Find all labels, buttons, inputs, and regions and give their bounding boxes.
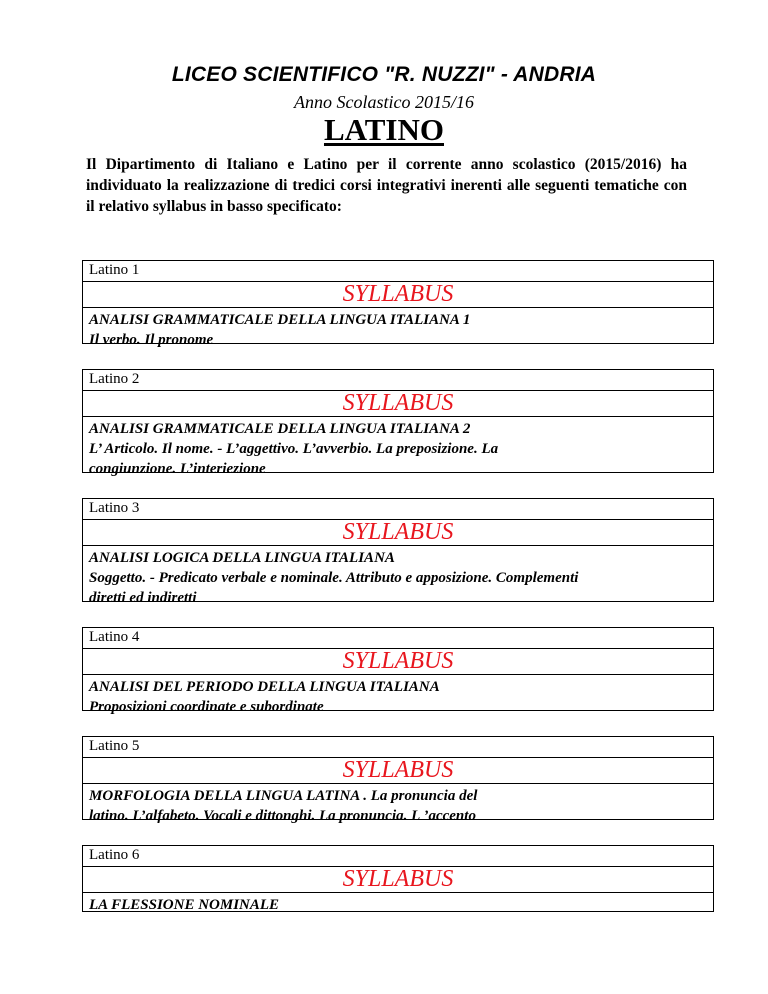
course-name: Latino 5 [83, 737, 713, 758]
course-name: Latino 4 [83, 628, 713, 649]
topic-line: MORFOLOGIA DELLA LINGUA LATINA . La pronuncia del [89, 788, 478, 804]
topic-line: LA FLESSIONE NOMINALE [89, 897, 280, 913]
syllabus-heading: SYLLABUS [83, 867, 713, 893]
topic-line: ANALISI LOGICA DELLA LINGUA ITALIANA [89, 550, 395, 566]
topic-line: ANALISI DEL PERIODO DELLA LINGUA ITALIANA [89, 679, 440, 695]
course-topics [83, 675, 713, 719]
course-name: Latino 1 [83, 261, 713, 282]
topic-line: ANALISI GRAMMATICALE DELLA LINGUA ITALIANA 2 [89, 421, 471, 437]
syllabus-heading: SYLLABUS [83, 758, 713, 784]
school-name: LICEO SCIENTIFICO "R. NUZZI" - ANDRIA [171, 63, 597, 86]
course-box [82, 627, 714, 715]
course-topics [83, 417, 713, 481]
course-box [82, 498, 714, 606]
topic-line: Proposizioni coordinate e subordinate [89, 699, 324, 715]
syllabus-heading: SYLLABUS [83, 520, 713, 546]
course-topics [83, 308, 713, 352]
course-box [82, 369, 714, 477]
course-name: Latino 6 [83, 846, 713, 867]
topic-line: congiunzione. L’interiezione [89, 461, 266, 477]
topic-line: Soggetto. - Predicato verbale e nominale. Attributo e apposizione. Complementi [89, 570, 579, 586]
syllabus-heading: SYLLABUS [83, 391, 713, 417]
topic-line: L’ Articolo. Il nome. - L’aggettivo. L’avverbio. La preposizione. La [89, 441, 499, 457]
course-box [82, 260, 714, 348]
course-topics [83, 784, 713, 828]
course-box [82, 845, 714, 912]
school-year: Anno Scolastico 2015/16 [294, 92, 474, 112]
topic-line: diretti ed indiretti [89, 590, 197, 606]
intro-paragraph: Il Dipartimento di Italiano e Latino per il corrente anno scolastico (2015/2016) ha individuato la realizzazione di tredici corsi integrativi inerenti alle seguenti tematiche con il relativo syllabus in basso specificato: [86, 156, 687, 215]
topic-line: latino. L’alfabeto. Vocali e dittonghi. La pronuncia. L ’accento [89, 808, 476, 824]
course-name: Latino 3 [83, 499, 713, 520]
course-name: Latino 2 [83, 370, 713, 391]
syllabus-heading: SYLLABUS [83, 649, 713, 675]
topic-line: ANALISI GRAMMATICALE DELLA LINGUA ITALIANA 1 [89, 312, 471, 328]
course-topics [83, 546, 713, 610]
syllabus-heading: SYLLABUS [83, 282, 713, 308]
course-box [82, 736, 714, 824]
topic-line: Il verbo. Il pronome [89, 332, 214, 348]
subject-title: LATINO [323, 112, 444, 147]
course-topics [83, 893, 713, 917]
